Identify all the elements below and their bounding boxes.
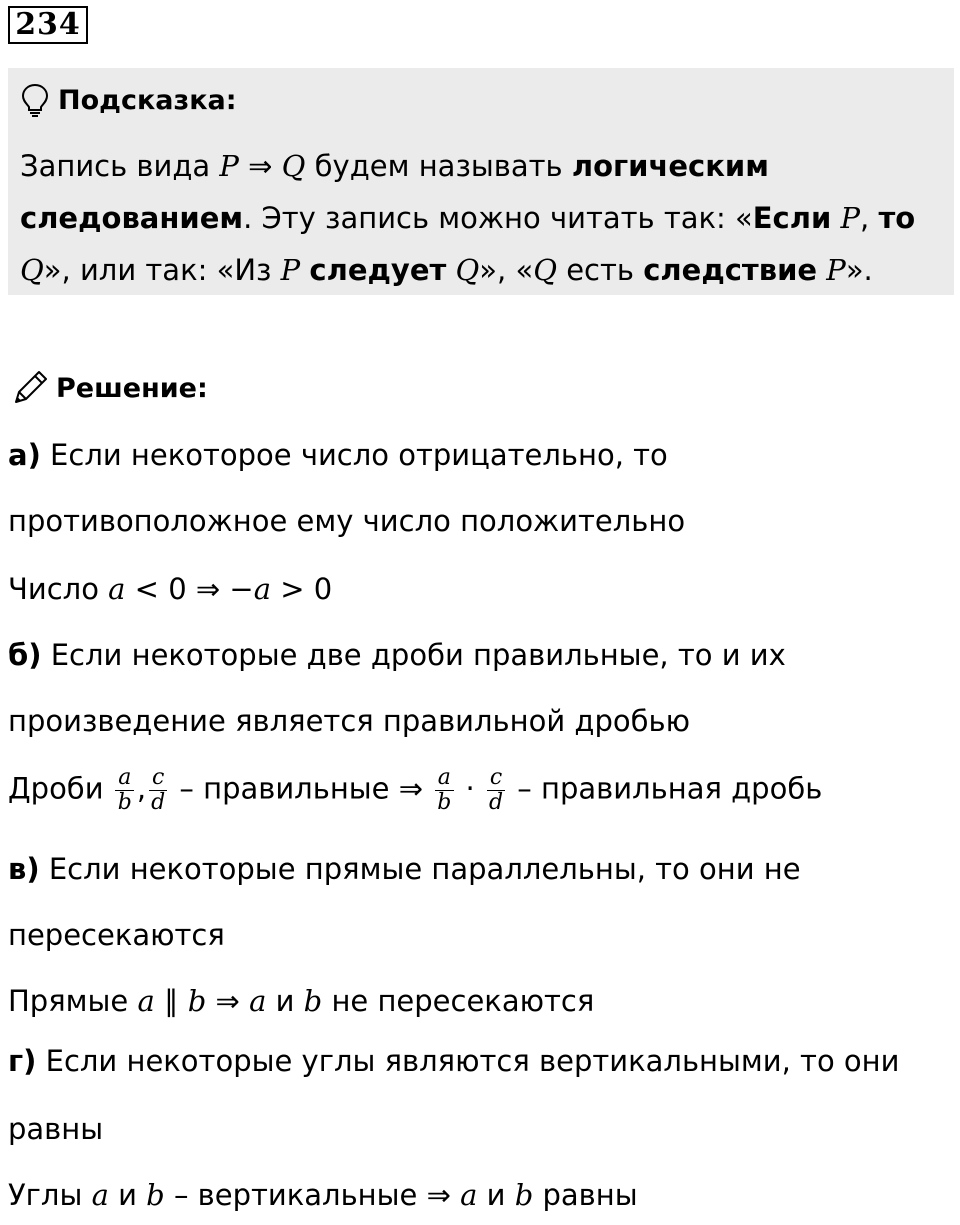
hint-bold-term: Если <box>752 201 832 235</box>
fraction-numerator: a <box>435 766 454 791</box>
solution-title: Решение: <box>56 372 208 404</box>
item-g-line-1 <box>8 1044 899 1078</box>
math-var: Q <box>281 149 306 183</box>
formula-text: и <box>477 1178 515 1212</box>
formula-text: не пересекаются <box>322 984 595 1018</box>
math-var: b <box>146 1178 165 1212</box>
formula-text: – правильные ⇒ <box>170 771 433 806</box>
hint-text-part: ». <box>845 253 873 287</box>
fraction-denominator: b <box>437 790 452 815</box>
solution-header <box>10 368 208 408</box>
fraction-denominator: d <box>151 790 166 815</box>
item-text: противоположное ему число положительно <box>8 504 686 538</box>
item-g-line-2 <box>8 1112 103 1146</box>
item-b-line-1 <box>8 638 786 672</box>
formula-text: – правильная дробь <box>508 771 823 806</box>
formula-text: Углы <box>8 1178 92 1212</box>
pencil-icon <box>10 368 50 408</box>
math-var: a <box>91 1178 109 1212</box>
problem-number: 234 <box>8 6 88 44</box>
hint-text <box>20 140 940 296</box>
formula-text: и <box>108 1178 147 1212</box>
math-var: P <box>219 149 239 183</box>
fraction-c-d <box>148 766 168 815</box>
hint-bold-term: логическим <box>571 149 769 183</box>
formula-text: Прямые <box>8 984 138 1018</box>
formula-text: и <box>266 984 304 1018</box>
math-var: b <box>514 1178 534 1212</box>
hint-box <box>8 68 954 295</box>
hint-bold-term: следствие <box>643 253 818 287</box>
formula-text: · <box>456 771 484 806</box>
item-label: а) <box>8 438 41 472</box>
formula-text: < 0 ⇒ − <box>125 572 254 606</box>
item-v-line-1 <box>8 852 801 886</box>
math-var: Q <box>533 253 557 287</box>
hint-bold-term: то <box>878 201 916 235</box>
fraction-c-d <box>486 766 506 815</box>
hint-bold-term: следует <box>309 253 447 287</box>
hint-text-part: », или так: «Из <box>43 253 281 287</box>
hint-text-part: Запись вида <box>20 149 220 183</box>
item-label: б) <box>8 638 42 672</box>
formula-text: ⇒ <box>206 984 250 1018</box>
item-v-formula <box>8 984 594 1018</box>
math-var: b <box>303 984 323 1018</box>
item-a-line-1 <box>8 438 668 472</box>
item-label: г) <box>8 1044 37 1078</box>
formula-text: Число <box>8 572 109 606</box>
item-text: Если некоторое число отрицательно, то <box>40 438 668 472</box>
item-text: равны <box>8 1112 104 1146</box>
fraction-numerator: c <box>487 766 505 791</box>
item-b-line-2 <box>8 704 690 738</box>
item-a-formula <box>8 572 332 606</box>
formula-text: Дроби <box>8 771 113 806</box>
item-text: произведение является правильной дробью <box>8 704 690 738</box>
item-text: Если некоторые две дроби правильные, то и их <box>41 638 786 672</box>
implication-symbol: ⇒ <box>248 149 273 183</box>
fraction-a-b <box>434 766 454 815</box>
lightbulb-icon <box>20 82 50 118</box>
item-a-line-2 <box>8 504 685 538</box>
math-var: a <box>137 984 155 1018</box>
hint-text-part: есть <box>557 253 644 287</box>
item-b-formula <box>8 766 822 815</box>
item-text: Если некоторые прямые параллельны, то они не <box>39 852 801 886</box>
math-var: a <box>249 984 267 1018</box>
formula-text: равны <box>533 1178 638 1212</box>
formula-text: , <box>136 771 147 806</box>
math-var: P <box>840 201 861 235</box>
math-var: P <box>280 253 301 287</box>
fraction-denominator: d <box>489 790 504 815</box>
math-var: P <box>826 253 846 287</box>
math-var: a <box>108 572 126 606</box>
math-var: b <box>187 984 207 1018</box>
fraction-numerator: a <box>115 766 134 791</box>
item-v-line-2 <box>8 918 225 952</box>
hint-header <box>20 82 237 118</box>
math-var: Q <box>20 253 44 287</box>
hint-text-part: », « <box>479 253 534 287</box>
fraction-a-b <box>115 766 135 815</box>
item-label: в) <box>8 852 40 886</box>
item-text: пересекаются <box>8 918 225 952</box>
hint-title: Подсказка: <box>58 84 237 116</box>
hint-bold-term: следованием <box>20 201 244 235</box>
fraction-numerator: c <box>149 766 167 791</box>
hint-text-part: , <box>860 201 879 235</box>
formula-text: – вертикальные ⇒ <box>164 1178 461 1212</box>
item-text: Если некоторые углы являются вертикальными, то они <box>36 1044 900 1078</box>
formula-text: ∥ <box>154 984 188 1018</box>
hint-text-part: . Эту запись можно читать так: « <box>243 201 753 235</box>
item-g-formula <box>8 1178 638 1212</box>
math-var: a <box>253 572 271 606</box>
math-var: Q <box>455 253 480 287</box>
hint-text-part: будем называть <box>305 149 572 183</box>
math-var: a <box>460 1178 478 1212</box>
fraction-denominator: b <box>117 790 132 815</box>
formula-text: > 0 <box>271 572 333 606</box>
